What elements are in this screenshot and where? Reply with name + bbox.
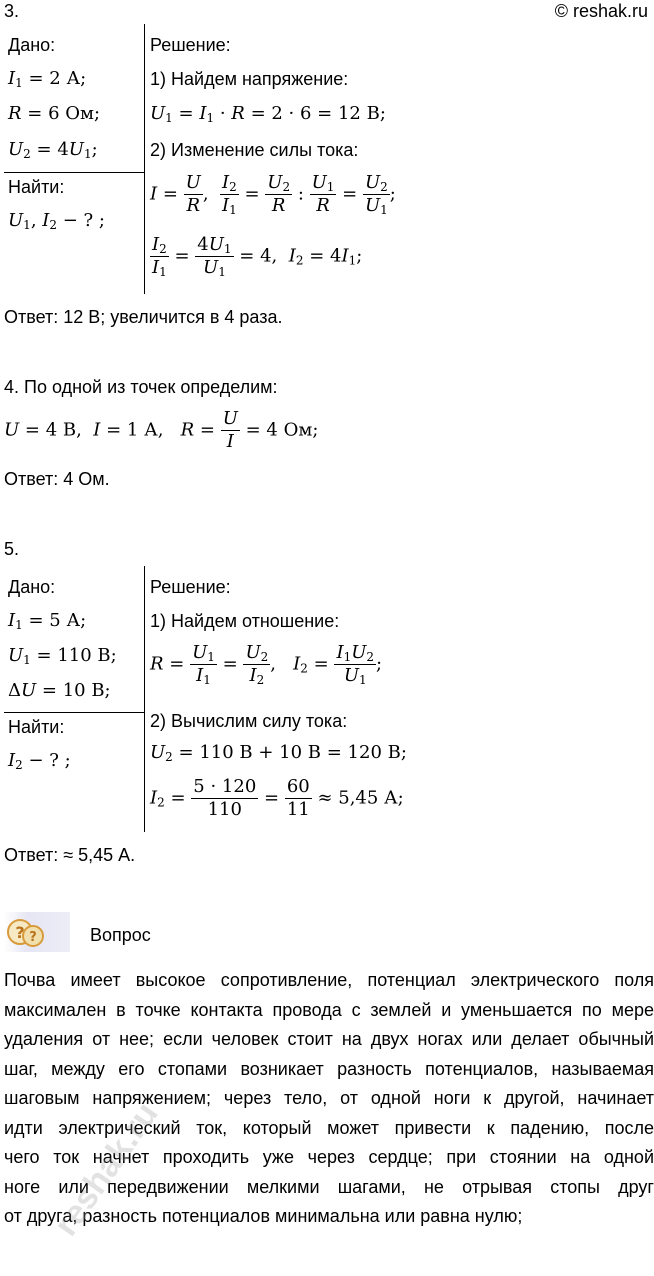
p3-given-2: R = 6 Ом;	[8, 103, 101, 124]
p4-answer: Ответ: 4 Ом.	[4, 469, 110, 489]
question-line: шаговым напряжением; через тело, от одной ноги к другой, начинает	[4, 1088, 654, 1108]
question-line: Почва имеет высокое сопротивление, потенциал электрического поля	[4, 970, 654, 990]
p5-formula-1: R = $\frac{U_1}{I_1}$ = $\frac{U_2}{I_2}$ , $I_2$ = $\frac{I_1U_2}{U_1}$ ;	[150, 642, 383, 687]
p5-divider-vertical	[144, 566, 145, 832]
question-icon	[6, 912, 46, 952]
p3-find: $U_1$, $I_2$ − ? ;	[8, 210, 105, 232]
p3-divider-vertical	[144, 24, 145, 294]
p3-formula-1: I = $\frac{U}{R}$ , $\frac{I_2}{I_1}$ = $\frac{U_2}{R}$ : $\frac{U_1}{R}$ = $\frac{U_2}{U_1}$ ;	[150, 172, 396, 217]
question-line: чего ток начнет проходить уже через сердце; при стоянии на одной	[4, 1147, 654, 1167]
question-line: ноге или передвижении мелкими шагами, не отрывая стопы друг	[4, 1176, 654, 1197]
p4-calc: U = 4 В, I = 1 А, R = $\frac{U}{I}$ = 4 Ом;	[4, 408, 319, 452]
question-line: максимален в точке контакта провода с землей и уменьшается по мере	[4, 999, 654, 1020]
problem-number-5: 5.	[4, 539, 20, 559]
p5-calc-2: $U_2 = 110$ В + 10 В = 120 В;	[150, 742, 407, 764]
site-credit: © reshak.ru	[554, 1, 648, 21]
p5-given-title: Дано:	[8, 577, 56, 597]
p5-answer: Ответ: ≈ 5,45 А.	[4, 845, 136, 865]
p5-divider-horizontal	[4, 712, 145, 713]
p3-find-title: Найти:	[8, 177, 65, 197]
question-line: идти электрический ток, который может привести к падению, после	[4, 1117, 654, 1138]
question-line: шаг, между его стопами возникает разность потенциалов, называемая	[4, 1058, 654, 1079]
p3-divider-horizontal	[4, 172, 145, 173]
p3-solution-title: Решение:	[150, 35, 231, 55]
question-title: Вопрос	[90, 925, 151, 945]
p5-given-3: ΔU = 10 В;	[8, 680, 111, 701]
p3-given-1: $I_1 = 2$ А;	[8, 68, 87, 90]
p5-given-1: $I_1 = 5$ А;	[8, 610, 87, 632]
p5-solution-title: Решение:	[150, 577, 231, 597]
p3-answer: Ответ: 12 В; увеличится в 4 раза.	[4, 307, 283, 327]
p5-find-title: Найти:	[8, 717, 65, 737]
p3-step-1: 1) Найдем напряжение:	[150, 69, 349, 89]
p3-given-3: $U_2 = 4U_1$;	[8, 139, 98, 161]
p5-step-2: 2) Вычислим силу тока:	[150, 711, 348, 731]
question-line: удаления от нее; если человек стоит на двух ногах или делает обычный	[4, 1029, 654, 1049]
question-line: от друга, разность потенциалов минимальна или равна нулю;	[4, 1206, 523, 1226]
p5-find: $I_2$ − ? ;	[8, 750, 71, 772]
svg-text:?: ?	[15, 923, 25, 942]
p3-formula-2: $\frac{I_2}{I_1}$ = $\frac{4U_1}{U_1}$ = 4, $I_2 = 4I_1$;	[152, 234, 363, 279]
p4-intro: 4. По одной из точек определим:	[4, 377, 278, 397]
p3-step-2: 2) Изменение силы тока:	[150, 140, 359, 160]
p3-given-title: Дано:	[8, 35, 56, 55]
svg-text:?: ?	[29, 930, 37, 945]
p5-calc-3: $I_2$ = $\frac{5 \cdot 120}{110}$ = $\frac{60}{11}$ ≈ 5,45 А;	[150, 776, 404, 820]
p5-step-1: 1) Найдем отношение:	[150, 611, 340, 631]
p3-calc-1: $U_1 = I_1 \cdot R = 2 \cdot 6 = 12$ В;	[150, 103, 386, 125]
problem-number-3: 3.	[4, 1, 20, 21]
p5-given-2: $U_1 = 110$ В;	[8, 645, 117, 667]
watermark: reshak.ru	[46, 1095, 166, 1243]
